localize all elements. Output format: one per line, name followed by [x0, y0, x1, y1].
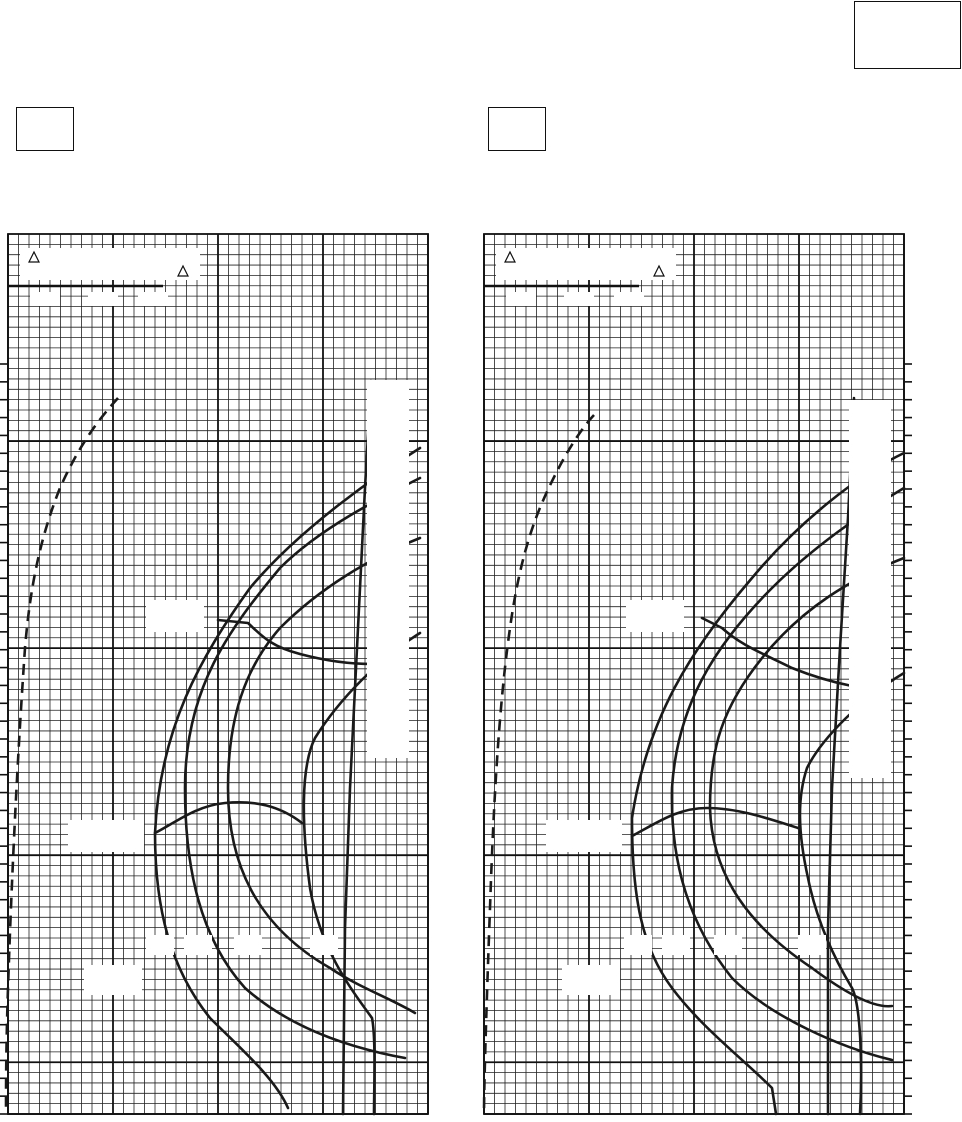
right-legend-gap — [564, 292, 594, 306]
left-label-patch — [184, 935, 212, 955]
left-label-patch — [84, 965, 142, 995]
right-label-patch — [562, 965, 620, 995]
left-chart — [0, 228, 440, 1122]
right-dashed-curve — [484, 415, 594, 1114]
left-legend-box — [20, 248, 200, 280]
left-dashed-curve — [6, 398, 118, 1114]
left-label-patch — [146, 600, 204, 632]
left-axis-ticks — [0, 364, 8, 1114]
left-solid-curve — [218, 620, 372, 664]
right-legend-gap — [506, 292, 536, 306]
left-legend — [8, 248, 200, 306]
right-label-patch — [626, 600, 684, 632]
right-solid-curve — [702, 618, 852, 686]
right-legend-gap — [614, 292, 644, 306]
right-legend — [484, 248, 676, 306]
left-label-patch — [68, 820, 144, 852]
left-panel-tag-box — [16, 107, 74, 151]
left-label-patch — [146, 935, 174, 955]
right-axis-ticks — [904, 364, 912, 1114]
left-label-patch — [310, 935, 338, 955]
right-panel-tag-box — [488, 107, 546, 151]
right-label-patch — [714, 935, 742, 955]
right-label-patch — [662, 935, 690, 955]
right-chart — [472, 228, 912, 1122]
corner-box — [854, 1, 961, 69]
left-label-patch — [367, 380, 409, 758]
left-legend-gap — [30, 292, 60, 306]
right-legend-box — [496, 248, 676, 280]
left-label-patch — [234, 935, 262, 955]
left-legend-gap — [88, 292, 118, 306]
left-curves — [6, 381, 420, 1114]
right-label-patches — [546, 400, 891, 995]
left-legend-gap — [138, 292, 168, 306]
right-label-patch — [546, 820, 622, 852]
right-label-patch — [849, 400, 891, 778]
right-label-patch — [798, 935, 826, 955]
right-label-patch — [624, 935, 652, 955]
